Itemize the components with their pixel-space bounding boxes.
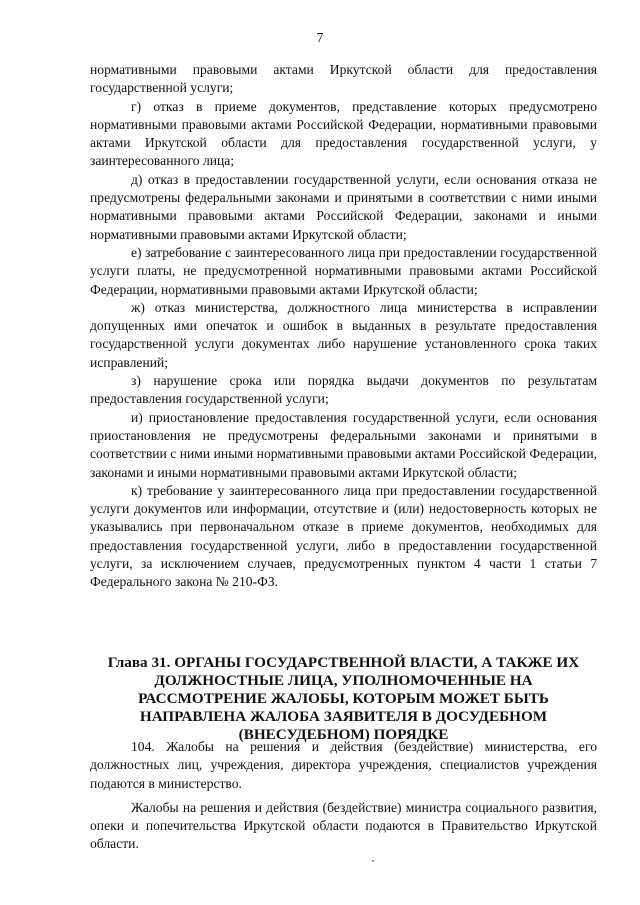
paragraph-item-k: к) требование у заинтересованного лица при предоставлении государственной услуги документов или информации, отсутствие и (или) недостоверность которых не указывались при первоначальном отказе в приеме документов, необходимых для предоставления государственной услуги, либо в предоставлении государственной услуги, за исключением случаев, предусмотренных пунктом 4 части 1 статьи 7 Федерального закона № 210-ФЗ. [90, 482, 597, 590]
paragraph-item-zh: ж) отказ министерства, должностного лица министерства в исправлении допущенных ими опечаток и ошибок в выданных в результате предоставления государственной услуги документах либо нарушение установленного срока таких исправлений; [90, 299, 597, 370]
paragraph-item-z: з) нарушение срока или порядка выдачи документов по результатам предоставления государственной услуги; [90, 373, 597, 407]
section-text [90, 738, 597, 854]
page-number: 7 [316, 30, 324, 45]
scan-speck [372, 860, 374, 862]
paragraph-item-d: д) отказ в предоставлении государственной услуги, если основания отказа не предусмотрены федеральными законами и принятыми в соответствии с ними иными нормативными правовыми актами Российской Федерации, законами и иными нормативными правовыми актами Иркутской области; [90, 171, 597, 242]
paragraph-104: 104. Жалобы на решения и действия (бездействие) министерства, его должностных лиц, учреждения, директора учреждения, специалистов учреждения подаются в министерство. [90, 739, 597, 791]
paragraph-item-g: г) отказ в приеме документов, представление которых предусмотрено нормативными правовыми актами Российской Федерации, нормативными правовыми актами Иркутской области для предоставления государственной услуги, у заинтересованного лица; [90, 98, 597, 169]
chapter-heading: Глава 31. ОРГАНЫ ГОСУДАРСТВЕННОЙ ВЛАСТИ, А ТАКЖЕ ИХ ДОЛЖНОСТНЫЕ ЛИЦА, УПОЛНОМОЧЕННЫЕ НА РАССМОТРЕНИЕ ЖАЛОБЫ, КОТОРЫМ МОЖЕТ БЫТЬ НАПРАВЛЕНА ЖАЛОБА ЗАЯВИТЕЛЯ В ДОСУДЕБНОМ (ВНЕСУДЕБНОМ) ПОРЯДКЕ [107, 654, 580, 743]
paragraph-item-i: и) приостановление предоставления государственной услуги, если основания приостановления не предусмотрены федеральными законами и принятыми в соответствии с ними иными нормативными правовыми актами Российской Федерации, законами и иными нормативными правовыми актами Иркутской области; [90, 409, 597, 480]
paragraph-item-e: е) затребование с заинтересованного лица при предоставлении государственной услуги платы, не предусмотренной нормативными правовыми актами Российской Федерации, нормативными правовыми актами Иркутской области; [90, 244, 597, 297]
paragraph-complaints-minister: Жалобы на решения и действия (бездействие) министра социального развития, опеки и попечительства Иркутской области подаются в Правительство Иркутской области. [90, 799, 597, 852]
paragraph-continuation: нормативными правовыми актами Иркутской области для предоставления государственной услуги; [90, 62, 597, 96]
body-text [90, 61, 597, 592]
